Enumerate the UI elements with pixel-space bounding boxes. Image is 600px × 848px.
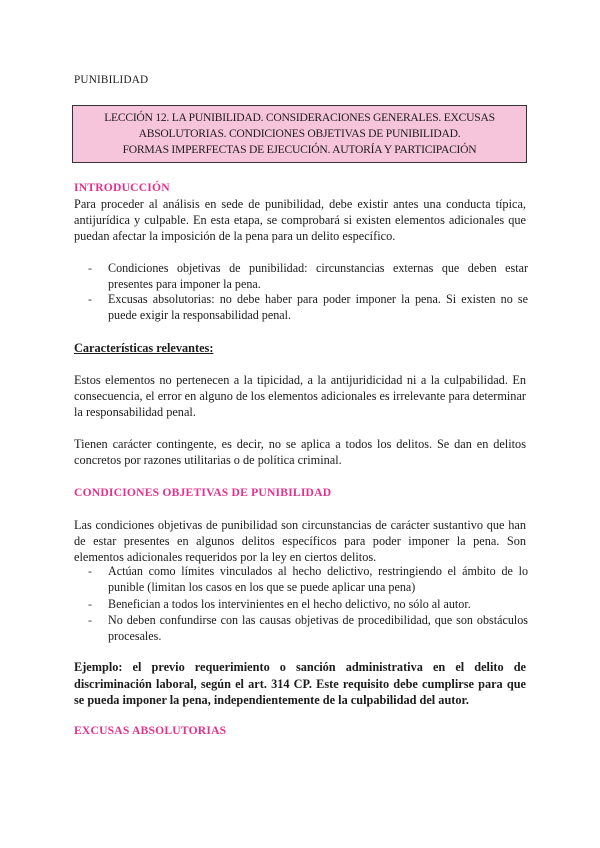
example-paragraph: Ejemplo: el previo requerimiento o sanción administrativa en el delito de discriminación laboral, según el art. 314 CP. Este requisito debe cumplirse para que se pueda imponer la pena, independientemente de la culpabilidad del autor. — [74, 660, 526, 708]
list-dash: - — [88, 613, 92, 627]
list-item-text: No deben confundirse con las causas objetivas de procedibilidad, que son obstáculos procesales. — [108, 613, 528, 643]
lesson-title-line: ABSOLUTORIAS. CONDICIONES OBJETIVAS DE PUNIBILIDAD. — [138, 127, 461, 140]
list-dash: - — [88, 564, 92, 578]
section-heading-excusas: EXCUSAS ABSOLUTORIAS — [74, 724, 227, 737]
page-header: PUNIBILIDAD — [74, 74, 149, 86]
list-item — [88, 261, 528, 293]
list-dash: - — [88, 292, 92, 306]
section-heading-introduccion: INTRODUCCIÓN — [74, 181, 170, 194]
list-item-text: Benefician a todos los intervinientes en el hecho delictivo, no sólo al autor. — [108, 597, 471, 611]
list-dash: - — [88, 261, 92, 275]
list-item-text: Excusas absolutorias: no debe haber para poder imponer la pena. Si existen no se puede exigir la responsabilidad penal. — [108, 292, 528, 322]
list-item — [88, 613, 528, 645]
list-item — [88, 292, 528, 324]
lesson-title — [104, 110, 495, 158]
condiciones-paragraph: Las condiciones objetivas de punibilidad son circunstancias de carácter sustantivo que han de estar presentes en algunos delitos específicos para poder imponer la pena. Son elementos adicionales requeridos por la ley en ciertos delitos. — [74, 518, 526, 565]
list-item — [88, 597, 528, 613]
list-item-text: Condiciones objetivas de punibilidad: circunstancias externas que deben estar presentes para imponer la pena. — [108, 261, 528, 291]
intro-paragraph: Para proceder al análisis en sede de punibilidad, debe existir antes una conducta típica, antijurídica y culpable. En esta etapa, se comprobará si existen elementos adicionales que puedan afectar la imposición de la pena para un delito específico. — [74, 197, 526, 244]
caracteristicas-paragraph-2: Tienen carácter contingente, es decir, no se aplica a todos los delitos. Se dan en delitos concretos por razones utilitarias o de política criminal. — [74, 437, 526, 468]
caracteristicas-heading: Características relevantes: — [74, 341, 214, 355]
lesson-title-box — [72, 105, 527, 163]
list-item — [88, 564, 528, 596]
lesson-title-line: LECCIÓN 12. LA PUNIBILIDAD. CONSIDERACIONES GENERALES. EXCUSAS — [104, 111, 495, 124]
list-item-text: Actúan como límites vinculados al hecho delictivo, restringiendo el ámbito de lo punible (limitan los casos en los que se puede aplicar una pena) — [108, 564, 528, 594]
section-heading-condiciones: CONDICIONES OBJETIVAS DE PUNIBILIDAD — [74, 486, 332, 499]
list-dash: - — [88, 597, 92, 611]
lesson-title-line: FORMAS IMPERFECTAS DE EJECUCIÓN. AUTORÍA Y PARTICIPACIÓN — [122, 143, 477, 156]
caracteristicas-paragraph-1: Estos elementos no pertenecen a la tipicidad, a la antijuridicidad ni a la culpabilidad. En consecuencia, el error en alguno de los elementos adicionales es irrelevante para determinar la responsabilidad penal. — [74, 373, 526, 420]
